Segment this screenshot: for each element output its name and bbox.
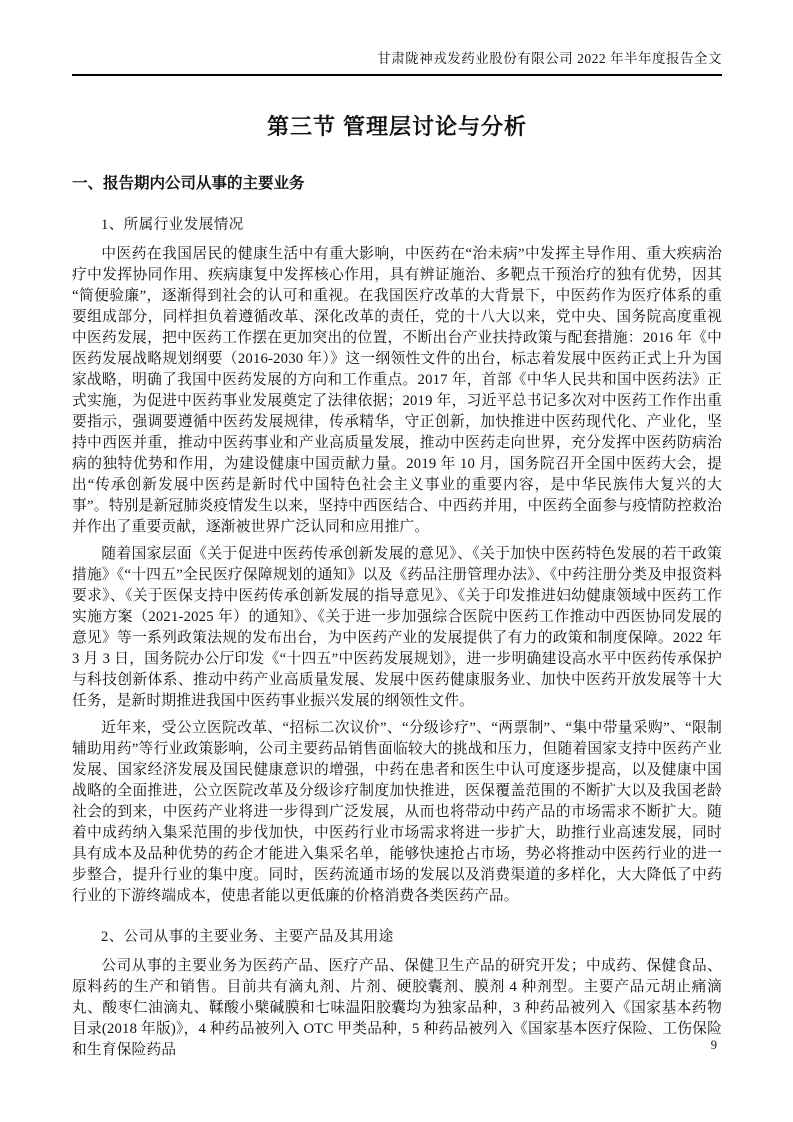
subsection-1-heading: 1、所属行业发展情况 — [101, 217, 244, 233]
section-heading: 一、报告期内公司从事的主要业务 — [72, 175, 305, 192]
page-title: 第三节 管理层讨论与分析 — [266, 114, 528, 139]
page-number: 9 — [710, 1038, 717, 1052]
industry-paragraph-1: 中医药在我国居民的健康生活中有重大影响，中医药在“治未病”中发挥主导作用、重大疾病治疗中发挥协同作用、疾病康复中发挥核心作用，具有辨证施治、多靶点干预治疗的独有优势，因其“简便验廉”，逐渐得到社会的认可和重视。在我国医疗改革的大背景下，中医药作为医疗体系的重要组成部分，同样担负着遵循改革、深化改革的责任，党的十八大以来，党中央、国务院高度重视中医药发展，把中医药工作摆在更加突出的位置，不断出台产业扶持政策与配套措施：2016 年《中医药发展战略规划纲要（2016-2030 年）》这一纲领性文件的出台，标志着发展中医药正式上升为国家战略，明确了我国中医药发展的方向和工作重点。2017 年，首部《中华人民共和国中医药法》正式实施，为促进中医药事业发展奠定了法律依据；2019 年，习近平总书记多次对中医药工作作出重要指示，强调要遵循中医药发展规律，传承精华，守正创新，加快推进中医药现代化、产业化，坚持中西医并重，推动中医药事业和产业高质量发展，推动中医药走向世界，充分发挥中医药防病治病的独特优势和作用，为建设健康中国贡献力量。2019 年 10 月，国务院召开全国中医药大会，提出“传承创新发展中医药是新时代中国特色社会主义事业的重要内容，是中华民族伟大复兴的大事”。特别是新冠肺炎疫情发生以来，坚持中西医结合、中西药并用，中医药全面参与疫情防控救治并作出了重要贡献，逐渐被世界广泛认同和应用推广。 — [72, 246, 722, 535]
business-paragraph-1: 公司从事的主要业务为医药产品、医疗产品、保健卫生产品的研究开发；中成药、保健食品、原料药的生产和销售。目前共有滴丸剂、片剂、硬胶囊剂、膜剂 4 种剂型。主要产品元胡止痛滴丸、酸枣仁油滴丸、鞣酸小檗碱膜和七味温阳胶囊均为独家品种，3 种药品被列入《国家基本药物目录(2018 年版)》，4 种药品被列入 OTC 甲类品种，5 种药品被列入《国家基本医疗保险、工伤保险和生育保险药品 — [72, 958, 722, 1058]
report-header: 甘肃陇神戎发药业股份有限公司 2022 年半年度报告全文 — [72, 50, 722, 76]
industry-paragraph-2: 随着国家层面《关于促进中医药传承创新发展的意见》、《关于加快中医药特色发展的若干政策措施》《“十四五”全民医疗保障规划的通知》以及《药品注册管理办法》、《中药注册分类及申报资料要求》、《关于医保支持中医药传承创新发展的指导意见》、《关于印发推进妇幼健康领域中医药工作实施方案（2021-2025 年）的通知》、《关于进一步加强综合医院中医药工作推动中西医协同发展的意见》等一系列政策法规的发布出台，为中医药产业的发展提供了有力的政策和制度保障。2022 年 3 月 3 日，国务院办公厅印发《“十四五”中医药发展规划》，进一步明确建设高水平中医药传承保护与科技创新体系、推动中药产业高质量发展、发展中医药健康服务业、加快中医药开放发展等十大任务，是新时期推进我国中医药事业振兴发展的纲领性文件。 — [72, 546, 722, 709]
industry-paragraph-3: 近年来，受公立医院改革、“招标二次议价”、“分级诊疗”、“两票制”、“集中带量采购”、“限制辅助用药”等行业政策影响，公司主要药品销售面临较大的挑战和压力，但随着国家支持中医药产业发展、国家经济发展及国民健康意识的增强，中药在患者和医生中认可度逐步提高，以及健康中国战略的全面推进，公立医院改革及分级诊疗制度加快推进，医保覆盖范围的不断扩大以及我国老龄社会的到来，中医药产业将进一步得到广泛发展，从而也将带动中药产品的市场需求不断扩大。随着中成药纳入集采范围的步伐加快，中医药行业市场需求将进一步扩大，助推行业高速发展，同时具有成本及品种优势的药企才能进入集采名单，能够快速抢占市场，势必将推动中医药行业的进一步整合，提升行业的集中度。同时，医药流通市场的发展以及消费渠道的多样化，大大降低了中药行业的下游终端成本，使患者能以更低廉的价格消费各类医药产品。 — [72, 720, 722, 904]
subsection-2-heading: 2、公司从事的主要业务、主要产品及其用途 — [101, 929, 394, 945]
